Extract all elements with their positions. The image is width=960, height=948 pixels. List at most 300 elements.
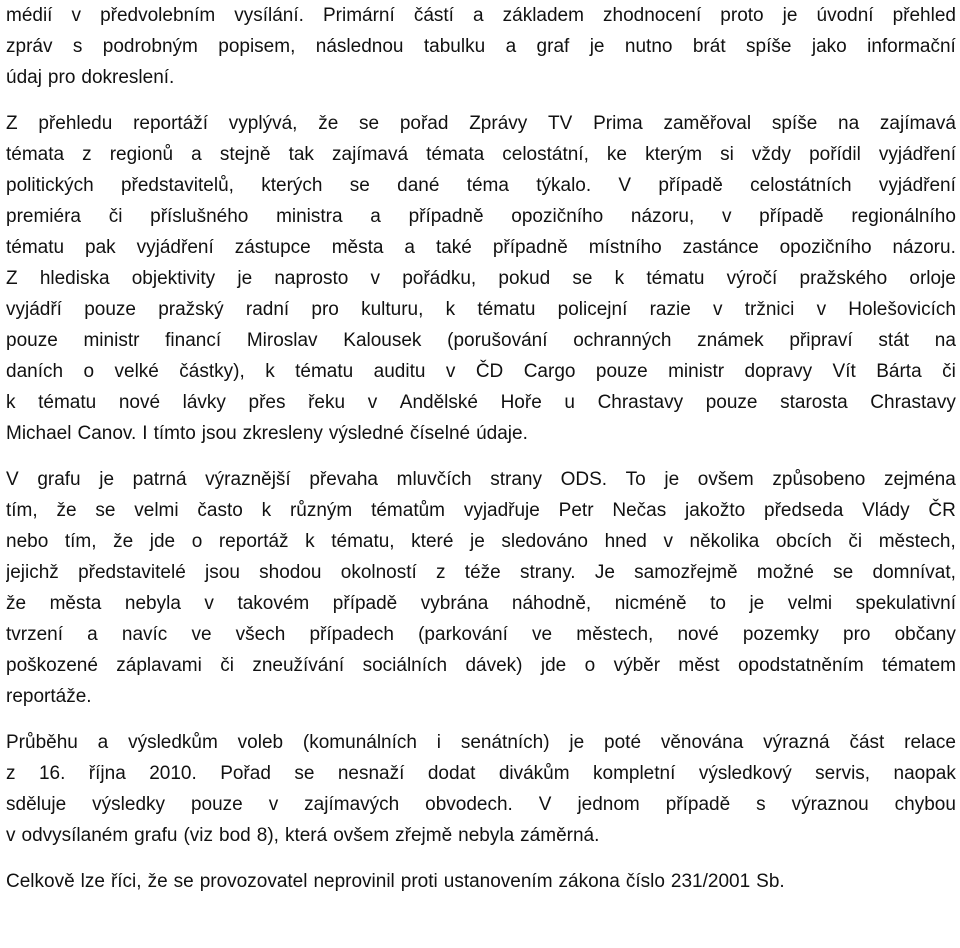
word: pak <box>85 237 116 258</box>
word: ovšem <box>333 825 390 846</box>
text-line <box>6 464 956 495</box>
word: s <box>756 794 766 815</box>
word: a <box>473 5 484 26</box>
word: reportáží <box>133 113 209 134</box>
paragraph <box>6 108 956 449</box>
word: pouze <box>84 299 136 320</box>
word: jsou <box>205 562 240 583</box>
word: případě <box>332 593 398 614</box>
word: daních <box>6 361 64 382</box>
word: možné <box>756 562 814 583</box>
word: sledováno <box>501 531 588 552</box>
word: samozřejmě <box>634 562 738 583</box>
word: zřejmě <box>395 825 453 846</box>
word: odvysílaném <box>21 825 129 846</box>
word: Chrastavy <box>870 392 956 413</box>
word: podrobným <box>102 36 198 57</box>
word: grafu <box>134 825 178 846</box>
word: výsledné <box>328 423 404 444</box>
word: základem <box>502 5 584 26</box>
paragraph-spacing <box>6 449 956 464</box>
word: 2010. <box>149 763 197 784</box>
text-line <box>6 232 956 263</box>
word: října <box>88 763 126 784</box>
word: k <box>445 299 456 320</box>
word: chybou <box>894 794 956 815</box>
word: případech <box>309 624 394 645</box>
word: proto <box>720 5 764 26</box>
word: že <box>6 593 27 614</box>
word: jde <box>540 655 567 676</box>
word: jejichž <box>6 562 59 583</box>
word: dokreslení. <box>81 67 175 88</box>
word: V <box>6 469 19 490</box>
word: tématu, <box>331 531 395 552</box>
word: jednom <box>577 794 640 815</box>
word: pořádku, <box>402 268 477 289</box>
word: zastánce <box>682 237 759 258</box>
text-line <box>6 495 956 526</box>
word: města <box>49 593 102 614</box>
word: reportáž <box>218 531 289 552</box>
word: ČD <box>475 361 504 382</box>
word: převaha <box>309 469 378 490</box>
word: záměrná. <box>520 825 600 846</box>
word: zajímavých <box>304 794 400 815</box>
word: zkresleny <box>242 423 323 444</box>
word: premiéra <box>6 206 81 227</box>
word: a <box>370 206 381 227</box>
word: nicméně <box>614 593 687 614</box>
word: které <box>411 531 454 552</box>
word: či <box>942 361 956 382</box>
word: naprosto <box>274 268 349 289</box>
word: z <box>82 144 92 165</box>
word: relace <box>904 732 956 753</box>
word: takovém <box>237 593 310 614</box>
word: případně <box>492 237 568 258</box>
word: k <box>265 361 275 382</box>
word: o <box>191 531 203 552</box>
word: ustanovením <box>443 871 553 892</box>
word: úvodní <box>816 5 874 26</box>
word: z <box>436 562 446 583</box>
word: zajímavá <box>879 113 956 134</box>
word: To <box>625 469 646 490</box>
word: financí <box>165 330 222 351</box>
paragraph-spacing <box>6 712 956 727</box>
word: TV <box>548 113 573 134</box>
word: různým <box>289 500 353 521</box>
word: a <box>87 624 98 645</box>
word: se <box>833 562 854 583</box>
text-line <box>6 557 956 588</box>
word: v <box>445 361 456 382</box>
word: popisem, <box>218 36 296 57</box>
word: regionálního <box>851 206 956 227</box>
word: nebyla <box>458 825 515 846</box>
word: představitelů, <box>120 175 234 196</box>
word: říci, <box>110 871 142 892</box>
word: opodstatněním <box>737 655 864 676</box>
word: dávek) <box>465 655 523 676</box>
word: (komunálních <box>302 732 417 753</box>
word: (viz <box>183 825 214 846</box>
word: či <box>108 206 123 227</box>
paragraph <box>6 464 956 712</box>
word: vysílání. <box>234 5 304 26</box>
word: téže <box>464 562 501 583</box>
word: všech <box>235 624 286 645</box>
word: nové <box>677 624 719 645</box>
text-line <box>6 758 956 789</box>
text-line <box>6 681 956 712</box>
word: tímto <box>153 423 196 444</box>
word: Petr <box>558 500 594 521</box>
word: se <box>95 500 116 521</box>
word: pražský <box>158 299 224 320</box>
word: dopravy <box>744 361 813 382</box>
word: kulturu, <box>361 299 424 320</box>
text-line <box>6 62 956 93</box>
word: jsou <box>201 423 237 444</box>
paragraph <box>6 727 956 851</box>
word: o <box>584 655 596 676</box>
word: vyplývá, <box>228 113 298 134</box>
word: voleb <box>237 732 284 753</box>
word: a <box>404 237 415 258</box>
word: předvolebním <box>100 5 216 26</box>
word: objektivity <box>131 268 216 289</box>
word: výrazná <box>763 732 830 753</box>
word: médií <box>6 5 53 26</box>
word: kterým <box>645 144 703 165</box>
word: číselné <box>409 423 471 444</box>
word: lávky <box>182 392 226 413</box>
word: Canov. <box>77 423 137 444</box>
word: nebyla <box>124 593 181 614</box>
word: tím, <box>64 531 97 552</box>
word: část <box>849 732 885 753</box>
word: také <box>435 237 472 258</box>
word: že <box>318 113 339 134</box>
word: se <box>173 871 194 892</box>
word: údaje. <box>476 423 528 444</box>
word: domnívat, <box>872 562 956 583</box>
word: auditu <box>373 361 426 382</box>
text-line <box>6 789 956 820</box>
text-line <box>6 139 956 170</box>
word: Průběhu <box>6 732 78 753</box>
word: tématu <box>38 392 97 413</box>
word: Michael <box>6 423 72 444</box>
word: hlediska <box>39 268 110 289</box>
document-body <box>6 0 956 897</box>
word: města <box>331 237 384 258</box>
word: tématu <box>6 237 65 258</box>
text-line <box>6 866 956 897</box>
word: připraví <box>789 330 853 351</box>
word: k <box>614 268 625 289</box>
word: shodou <box>259 562 322 583</box>
word: případě <box>658 175 723 196</box>
word: Bárta <box>876 361 922 382</box>
word: senátních) <box>460 732 550 753</box>
word: je <box>470 531 485 552</box>
paragraph-spacing <box>6 851 956 866</box>
word: Holešovicích <box>848 299 956 320</box>
word: ovšem <box>697 469 754 490</box>
text-line <box>6 619 956 650</box>
word: celostátní, <box>502 144 589 165</box>
word: se <box>572 268 593 289</box>
word: výraznou <box>791 794 869 815</box>
word: starosta <box>780 392 848 413</box>
text-line <box>6 263 956 294</box>
word: Je <box>594 562 615 583</box>
word: obvodech. <box>425 794 513 815</box>
text-line <box>6 387 956 418</box>
word: se <box>349 175 370 196</box>
word: patrná <box>132 469 187 490</box>
word: záplavami <box>116 655 202 676</box>
word: zneužívání <box>252 655 345 676</box>
word: měst <box>678 655 720 676</box>
word: k <box>261 500 272 521</box>
word: nesnaží <box>337 763 405 784</box>
word: nové <box>118 392 161 413</box>
word: výběr <box>613 655 661 676</box>
word: výsledky <box>92 794 166 815</box>
word: pro <box>311 299 339 320</box>
word: provozovatel <box>199 871 308 892</box>
word: občany <box>894 624 956 645</box>
word: předseda <box>764 500 844 521</box>
word: Celkově <box>6 871 75 892</box>
word: celostátních <box>750 175 852 196</box>
word: vybrána <box>420 593 489 614</box>
text-line <box>6 418 956 449</box>
word: se <box>294 763 315 784</box>
word: názoru, <box>630 206 695 227</box>
text-line <box>6 820 956 851</box>
word: z <box>6 763 16 784</box>
word: ochranných <box>573 330 672 351</box>
word: ve <box>532 624 553 645</box>
word: o <box>83 361 95 382</box>
word: řeku <box>308 392 346 413</box>
word: Kalousek <box>343 330 422 351</box>
word: Vít <box>832 361 856 382</box>
word: bod <box>219 825 251 846</box>
word: dané <box>397 175 440 196</box>
word: vyjádření <box>878 175 956 196</box>
word: že <box>147 871 168 892</box>
word: strany <box>490 469 542 490</box>
word: výsledkům <box>128 732 218 753</box>
word: zpráv <box>6 36 53 57</box>
word: jako <box>811 36 847 57</box>
word: městech, <box>878 531 956 552</box>
word: (parkování <box>418 624 508 645</box>
word: pokud <box>498 268 551 289</box>
text-line <box>6 294 956 325</box>
word: pro <box>843 624 871 645</box>
word: která <box>284 825 328 846</box>
word: výsledkový <box>698 763 792 784</box>
word: přehledu <box>38 113 113 134</box>
word: I <box>142 423 148 444</box>
word: si <box>720 144 734 165</box>
word: tématům <box>371 500 445 521</box>
word: pouze <box>190 794 243 815</box>
word: graf <box>536 36 570 57</box>
word: spekulativní <box>855 593 956 614</box>
word: případě <box>665 794 731 815</box>
word: pozemky <box>742 624 819 645</box>
word: v <box>6 825 16 846</box>
word: tabulku <box>423 36 486 57</box>
word: Chrastavy <box>597 392 684 413</box>
word: tvrzení <box>6 624 64 645</box>
word: pouze <box>595 361 648 382</box>
word: okolností <box>340 562 417 583</box>
word: nebo <box>6 531 49 552</box>
word: v <box>370 268 381 289</box>
word: se <box>359 113 380 134</box>
paragraph <box>6 0 956 93</box>
word: vyjadřuje <box>463 500 540 521</box>
word: ministr <box>83 330 140 351</box>
word: V <box>538 794 552 815</box>
text-line <box>6 356 956 387</box>
word: je <box>664 469 680 490</box>
word: pořídil <box>809 144 861 165</box>
word: mluvčích <box>396 469 472 490</box>
word: jde <box>149 531 176 552</box>
word: v <box>204 593 214 614</box>
word: vždy <box>751 144 791 165</box>
word: V <box>618 175 632 196</box>
word: kterých <box>261 175 323 196</box>
word: sděluje <box>6 794 67 815</box>
word: jakožto <box>685 500 746 521</box>
word: Andělské <box>399 392 478 413</box>
word: informační <box>867 36 956 57</box>
word: politických <box>6 175 94 196</box>
word: Primární <box>322 5 395 26</box>
word: ČR <box>928 500 956 521</box>
word: ke <box>606 144 627 165</box>
word: regionů <box>109 144 174 165</box>
word: několika <box>689 531 760 552</box>
paragraph-spacing <box>6 93 956 108</box>
word: zákona <box>558 871 620 892</box>
word: známek <box>697 330 764 351</box>
word: týkalo. <box>536 175 592 196</box>
word: tím, <box>6 500 38 521</box>
word: je <box>237 268 253 289</box>
text-line <box>6 588 956 619</box>
word: ve <box>191 624 212 645</box>
word: poškozené <box>6 655 98 676</box>
word: k <box>6 392 16 413</box>
word: je <box>782 5 798 26</box>
word: vyjádří <box>6 299 62 320</box>
word: stejně <box>219 144 271 165</box>
word: je <box>99 469 115 490</box>
word: Miroslav <box>246 330 318 351</box>
word: na <box>838 113 860 134</box>
word: to <box>710 593 726 614</box>
word: Vlády <box>862 500 910 521</box>
word: Cargo <box>523 361 576 382</box>
word: tématu <box>295 361 354 382</box>
text-line <box>6 108 956 139</box>
word: Prima <box>593 113 643 134</box>
word: pouze <box>6 330 58 351</box>
text-line <box>6 526 956 557</box>
word: ministr <box>668 361 725 382</box>
word: tržnici <box>744 299 795 320</box>
word: údaj <box>6 67 42 88</box>
word: obcích <box>775 531 832 552</box>
word: zejména <box>883 469 956 490</box>
word: v <box>268 794 279 815</box>
word: případně <box>408 206 484 227</box>
word: proti <box>400 871 438 892</box>
word: poté <box>604 732 642 753</box>
word: radní <box>245 299 290 320</box>
word: opozičního <box>779 237 872 258</box>
word: dodat <box>427 763 476 784</box>
word: 8), <box>256 825 279 846</box>
word: částky), <box>179 361 245 382</box>
word: nutno <box>624 36 673 57</box>
word: v <box>71 5 82 26</box>
word: výročí <box>726 268 778 289</box>
word: přes <box>248 392 286 413</box>
word: neprovinil <box>313 871 395 892</box>
word: představitelé <box>78 562 186 583</box>
word: Z <box>6 113 18 134</box>
text-line <box>6 201 956 232</box>
word: že <box>113 531 134 552</box>
text-line <box>6 170 956 201</box>
word: orloje <box>909 268 956 289</box>
word: Nečas <box>612 500 667 521</box>
word: policejní <box>557 299 628 320</box>
word: je <box>749 593 765 614</box>
word: zhodnocení <box>603 5 702 26</box>
word: často <box>197 500 243 521</box>
word: stát <box>878 330 910 351</box>
word: 16. <box>38 763 66 784</box>
word: či <box>848 531 863 552</box>
word: divákům <box>498 763 570 784</box>
word: a <box>191 144 202 165</box>
word: vyjádření <box>136 237 214 258</box>
word: a <box>505 36 517 57</box>
word: lze <box>80 871 105 892</box>
word: reportáže. <box>6 686 92 707</box>
word: částí <box>413 5 454 26</box>
word: číslo <box>625 871 665 892</box>
word: spíše <box>771 113 818 134</box>
word: zajímavá <box>332 144 409 165</box>
word: Sb. <box>756 871 785 892</box>
word: u <box>564 392 575 413</box>
